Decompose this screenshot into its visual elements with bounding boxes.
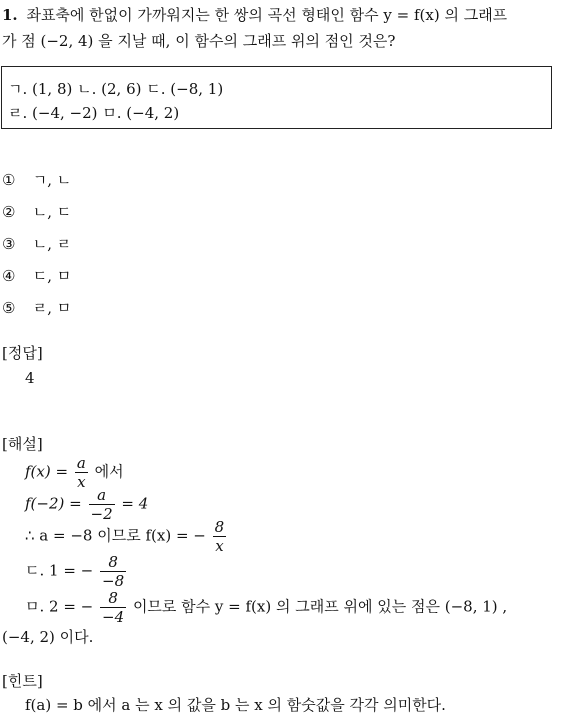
question-line-1 <box>2 4 507 25</box>
choice-text: ㄴ, ㄹ <box>32 235 72 253</box>
fraction-denominator: −2 <box>90 505 113 523</box>
choice-1[interactable] <box>2 169 71 190</box>
solution-header: [해설] <box>2 435 43 453</box>
math-text: ㅁ. 2 = − <box>25 597 94 616</box>
solution-line-5 <box>25 589 507 626</box>
fraction-numerator: 8 <box>100 553 126 572</box>
math-text: ㄷ. 1 = − <box>25 561 94 580</box>
fraction-numerator: a <box>89 486 115 505</box>
solution-line-3 <box>25 518 228 555</box>
solution-line-4 <box>25 553 128 590</box>
hint-header: [힌트] <box>2 672 43 690</box>
choice-5[interactable] <box>2 297 71 318</box>
options-box <box>1 66 552 129</box>
math-text: f(−2) = <box>25 494 82 513</box>
fraction <box>213 518 227 555</box>
choice-text: ㄷ, ㅁ <box>32 267 72 285</box>
question-text-1: 좌표축에 한없이 가까워지는 한 쌍의 곡선 형태인 함수 y = f(x) 의 그래프 <box>26 6 508 24</box>
choice-4[interactable] <box>2 265 71 286</box>
choice-2[interactable] <box>2 201 71 222</box>
fraction-denominator: x <box>215 537 224 555</box>
math-text: ∴ a = −8 이므로 f(x) = − <box>25 526 206 545</box>
choice-number: ③ <box>2 235 16 253</box>
text: 에서 <box>94 462 124 481</box>
fraction <box>100 553 126 590</box>
options-row-1: ㄱ. (1, 8) ㄴ. (2, 6) ㄷ. (−8, 1) <box>8 80 224 98</box>
options-row-2: ㄹ. (−4, −2) ㅁ. (−4, 2) <box>8 104 180 122</box>
answer-value: 4 <box>25 369 35 387</box>
math-text: = 4 <box>121 494 149 513</box>
choice-text: ㄹ, ㅁ <box>32 299 72 317</box>
solution-line-6: (−4, 2) 이다. <box>2 628 94 646</box>
fraction-numerator: 8 <box>100 589 126 608</box>
fraction-denominator: −8 <box>102 572 125 590</box>
choice-number: ① <box>2 171 16 189</box>
question-text-2: 가 점 (−2, 4) 을 지날 때, 이 함수의 그래프 위의 점인 것은? <box>2 32 396 50</box>
choice-number: ④ <box>2 267 16 285</box>
choice-text: ㄱ, ㄴ <box>32 171 72 189</box>
answer-header: [정답] <box>2 344 43 362</box>
text: 이므로 함수 y = f(x) 의 그래프 위에 있는 점은 (−8, 1) , <box>132 597 508 616</box>
fraction-numerator: a <box>76 454 86 472</box>
choice-number: ② <box>2 203 16 221</box>
question-number: 1. <box>2 6 18 24</box>
math-text: f(x) = <box>25 462 69 481</box>
choice-3[interactable] <box>2 233 71 254</box>
fraction-numerator: 8 <box>214 518 225 536</box>
fraction-denominator: −4 <box>102 608 125 626</box>
choice-text: ㄴ, ㄷ <box>32 203 72 221</box>
fraction <box>100 589 126 626</box>
hint-text: f(a) = b 에서 a 는 x 의 값을 b 는 x 의 함숫값을 각각 의미한다. <box>25 696 446 714</box>
fraction-denominator: x <box>77 473 86 491</box>
choice-number: ⑤ <box>2 299 16 317</box>
